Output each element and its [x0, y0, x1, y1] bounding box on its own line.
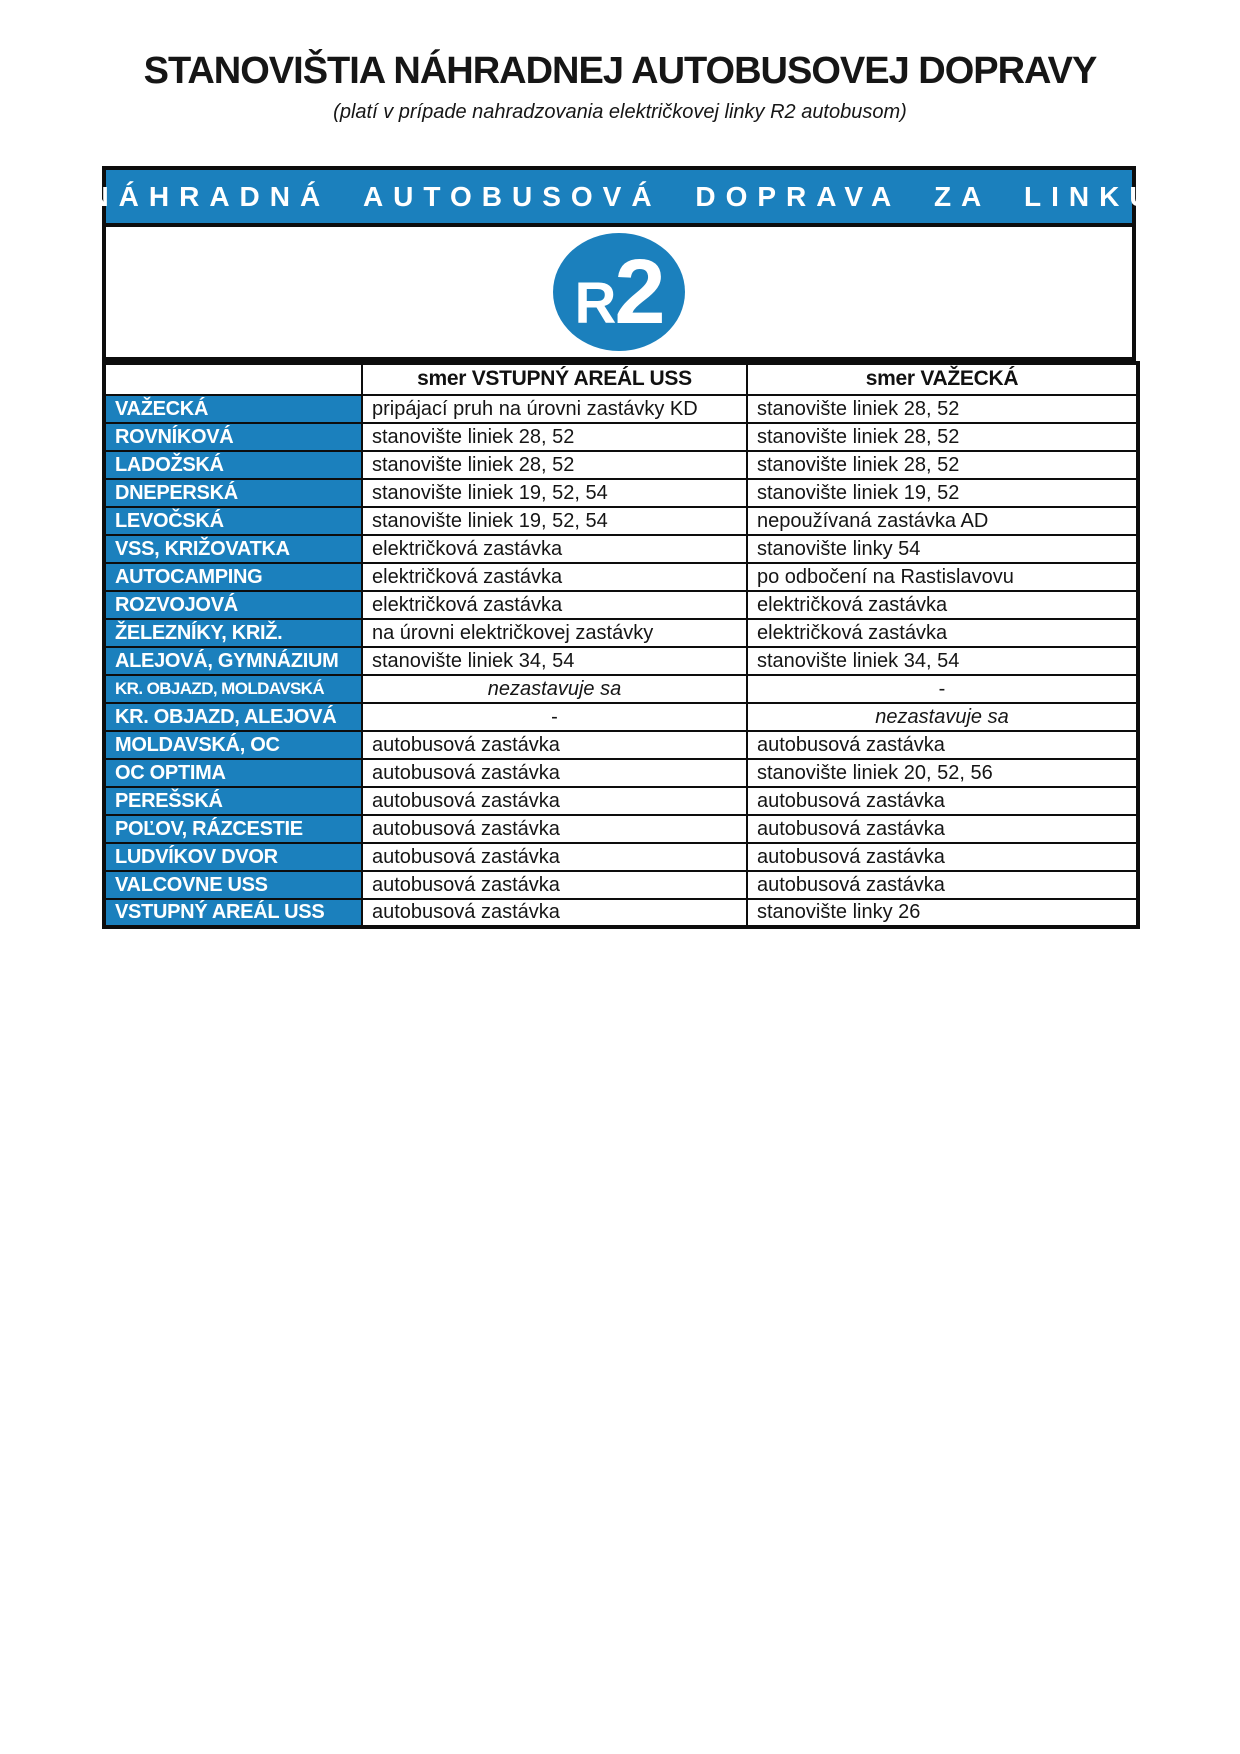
direction-cell: pripájací pruh na úrovni zastávky KD: [362, 395, 747, 423]
table-row: [104, 479, 1138, 507]
direction-cell: autobusová zastávka: [362, 815, 747, 843]
column-header-direction-vstupny-areal-uss: smer VSTUPNÝ AREÁL USS: [362, 363, 747, 395]
direction-cell: električková zastávka: [747, 591, 1138, 619]
direction-cell: stanovište liniek 28, 52: [362, 423, 747, 451]
direction-cell: nezastavuje sa: [362, 675, 747, 703]
direction-cell: električková zastávka: [747, 619, 1138, 647]
direction-cell: stanovište linky 26: [747, 899, 1138, 927]
table-row: [104, 451, 1138, 479]
table-row: [104, 535, 1138, 563]
direction-cell: stanovište liniek 34, 54: [747, 647, 1138, 675]
direction-cell: električková zastávka: [362, 563, 747, 591]
logo-box: [102, 227, 1136, 361]
stop-cell: LADOŽSKÁ: [104, 451, 362, 479]
notice-frame: [88, 166, 1160, 929]
table-row: [104, 647, 1138, 675]
page-subtitle: (platí v prípade nahradzovania električkovej linky R2 autobusom): [333, 101, 907, 123]
direction-cell: po odbočení na Rastislavovu: [747, 563, 1138, 591]
corner-cell: [104, 363, 362, 395]
stop-cell: VAŽECKÁ: [104, 395, 362, 423]
direction-cell: -: [747, 675, 1138, 703]
direction-cell: stanovište liniek 19, 52, 54: [362, 507, 747, 535]
direction-cell: stanovište liniek 28, 52: [362, 451, 747, 479]
page-title: STANOVIŠTIA NÁHRADNEJ AUTOBUSOVEJ DOPRAVY: [143, 50, 1097, 92]
direction-cell: stanovište liniek 20, 52, 56: [747, 759, 1138, 787]
direction-cell: autobusová zastávka: [747, 731, 1138, 759]
direction-cell: stanovište liniek 34, 54: [362, 647, 747, 675]
direction-cell: stanovište liniek 28, 52: [747, 423, 1138, 451]
direction-cell: autobusová zastávka: [362, 731, 747, 759]
table-row: [104, 871, 1138, 899]
banner-text: NÁHRADNÁ AUTOBUSOVÁ DOPRAVA ZA LINKU: [88, 180, 1160, 212]
direction-cell: autobusová zastávka: [362, 787, 747, 815]
stop-cell: DNEPERSKÁ: [104, 479, 362, 507]
table-row: [104, 703, 1138, 731]
table-row: [104, 731, 1138, 759]
logo-letter-r: R: [574, 271, 615, 336]
logo-digit-2: 2: [614, 241, 664, 343]
table-row: [104, 563, 1138, 591]
stop-cell: ROVNÍKOVÁ: [104, 423, 362, 451]
direction-cell: autobusová zastávka: [362, 759, 747, 787]
stop-cell: ŽELEZNÍKY, KRIŽ.: [104, 619, 362, 647]
direction-cell: autobusová zastávka: [747, 787, 1138, 815]
banner: [88, 166, 1160, 227]
direction-cell: autobusová zastávka: [747, 815, 1138, 843]
table-row: [104, 899, 1138, 927]
table-row: [104, 507, 1138, 535]
stop-cell: MOLDAVSKÁ, OC: [104, 731, 362, 759]
direction-cell: nezastavuje sa: [747, 703, 1138, 731]
stop-cell: VSS, KRIŽOVATKA: [104, 535, 362, 563]
table-header-row: [104, 363, 1138, 395]
direction-cell: nepoužívaná zastávka AD: [747, 507, 1138, 535]
table-row: [104, 787, 1138, 815]
direction-cell: stanovište liniek 28, 52: [747, 395, 1138, 423]
direction-cell: električková zastávka: [362, 591, 747, 619]
table-row: [104, 759, 1138, 787]
stop-cell: VSTUPNÝ AREÁL USS: [104, 899, 362, 927]
stop-cell: OC OPTIMA: [104, 759, 362, 787]
table-row: [104, 843, 1138, 871]
table-row: [104, 395, 1138, 423]
stops-table: [102, 361, 1140, 929]
stop-cell: POĽOV, RÁZCESTIE: [104, 815, 362, 843]
stop-cell: ALEJOVÁ, GYMNÁZIUM: [104, 647, 362, 675]
column-header-direction-vazecka: smer VAŽECKÁ: [747, 363, 1138, 395]
direction-cell: električková zastávka: [362, 535, 747, 563]
table-row: [104, 619, 1138, 647]
direction-cell: stanovište liniek 28, 52: [747, 451, 1138, 479]
direction-cell: stanovište liniek 19, 52, 54: [362, 479, 747, 507]
table-body: [104, 395, 1138, 927]
stop-cell: AUTOCAMPING: [104, 563, 362, 591]
direction-cell: stanovište linky 54: [747, 535, 1138, 563]
stop-cell: KR. OBJAZD, MOLDAVSKÁ: [104, 675, 362, 703]
direction-cell: stanovište liniek 19, 52: [747, 479, 1138, 507]
stop-cell: PEREŠSKÁ: [104, 787, 362, 815]
direction-cell: autobusová zastávka: [362, 843, 747, 871]
r2-line-logo-icon: [553, 233, 685, 351]
table-row: [104, 675, 1138, 703]
r2-logo-text: [574, 241, 664, 343]
direction-cell: autobusová zastávka: [747, 843, 1138, 871]
direction-cell: autobusová zastávka: [362, 871, 747, 899]
stop-cell: LUDVÍKOV DVOR: [104, 843, 362, 871]
stop-cell: VALCOVNE USS: [104, 871, 362, 899]
stop-cell: LEVOČSKÁ: [104, 507, 362, 535]
direction-cell: -: [362, 703, 747, 731]
direction-cell: autobusová zastávka: [362, 899, 747, 927]
table-row: [104, 423, 1138, 451]
stop-cell: KR. OBJAZD, ALEJOVÁ: [104, 703, 362, 731]
table-row: [104, 815, 1138, 843]
direction-cell: autobusová zastávka: [747, 871, 1138, 899]
stop-cell: ROZVOJOVÁ: [104, 591, 362, 619]
table-row: [104, 591, 1138, 619]
direction-cell: na úrovni električkovej zastávky: [362, 619, 747, 647]
